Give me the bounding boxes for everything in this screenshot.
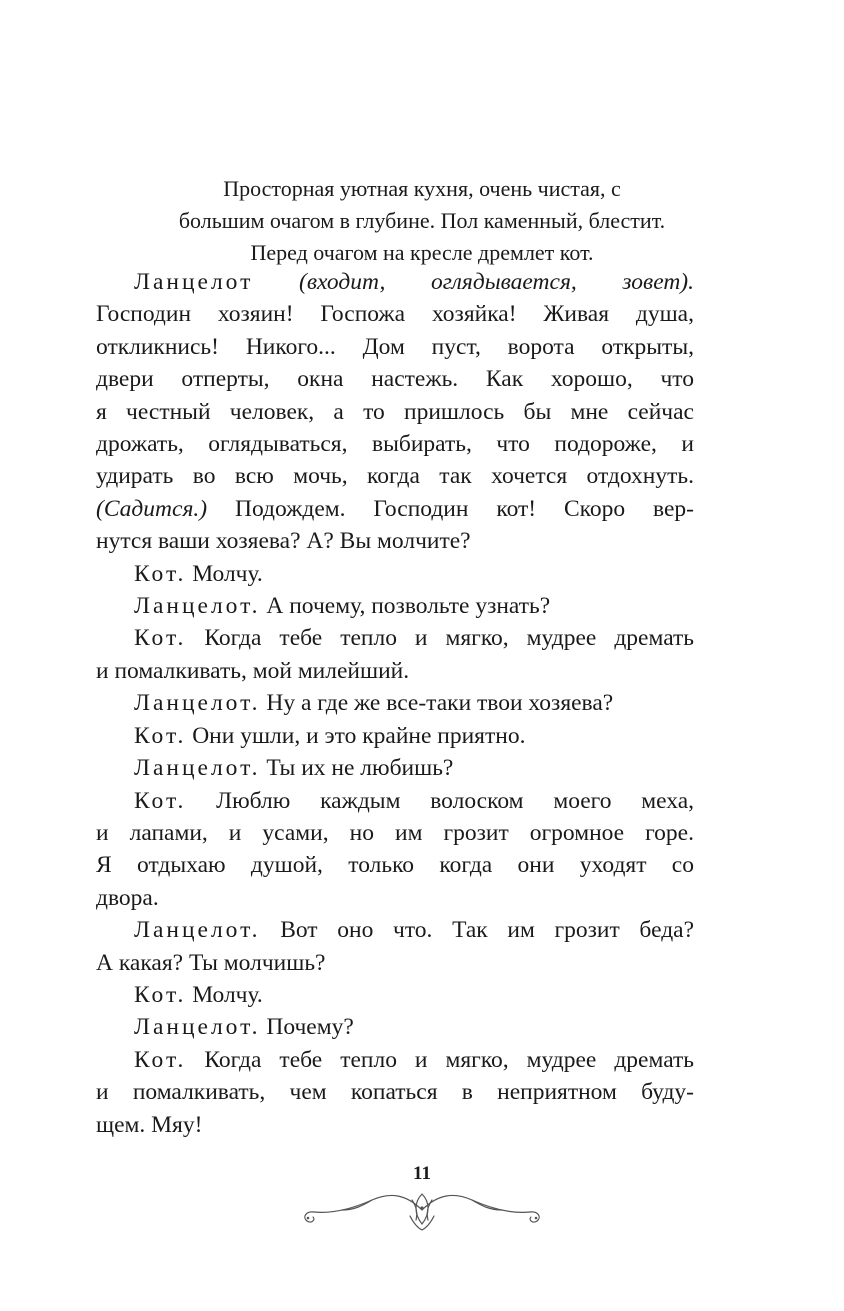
dialogue-line: удирать во всю мочь, когда так хочется отдохнуть. xyxy=(96,463,694,490)
speaker-name: Кот. xyxy=(134,722,187,749)
dialogue-line: и лапами, и усами, но им грозит огромное горе. xyxy=(96,819,694,846)
speaker-name: Кот. xyxy=(134,625,187,652)
dialogue-line: и помалкивать, чем копаться в неприятном буду- xyxy=(96,1079,694,1106)
dialogue-text: Вот оно что. Так им грозит беда? xyxy=(280,917,695,944)
dialogue-line: и помалкивать, мой милейший. xyxy=(96,657,410,684)
dialogue-line: двери отперты, окна настежь. Как хорошо, что xyxy=(96,366,694,393)
dialogue-text: Подождем. Господин кот! Скоро вер- xyxy=(234,495,695,522)
dialogue-text: Когда тебе тепло и мягко, мудрее дремать xyxy=(204,625,695,652)
speaker-name: Кот. xyxy=(134,787,187,814)
dialogue-line xyxy=(96,914,694,946)
dialogue-line xyxy=(96,1044,694,1076)
dialogue-line xyxy=(96,720,694,752)
dialogue-line xyxy=(96,622,694,654)
dialogue-text: А почему, позвольте узнать? xyxy=(266,593,551,620)
page-number: 11 xyxy=(413,1163,431,1184)
dialogue-line: нутся ваши хозяева? А? Вы молчите? xyxy=(96,528,471,555)
dialogue-line: я честный человек, а то пришлось бы мне сейчас xyxy=(96,398,694,425)
speaker-name: Ланцелот. xyxy=(134,690,261,717)
stage-direction-line: большим очагом в глубине. Пол каменный, блестит. xyxy=(178,208,666,233)
dialogue-line: щем. Мяу! xyxy=(96,1111,203,1138)
dialogue-line: дрожать, оглядываться, выбирать, что подороже, и xyxy=(96,431,694,458)
dialogue-line xyxy=(96,785,694,817)
speaker-name: Кот. xyxy=(134,1046,187,1073)
speaker-name: Ланцелот. xyxy=(134,593,261,620)
speaker-name: Кот. xyxy=(134,981,187,1008)
opening-stage-direction xyxy=(120,173,724,269)
speaker-name: Кот. xyxy=(134,560,187,587)
dialogue-text: Молчу. xyxy=(192,560,263,587)
stage-note: (Садится.) xyxy=(96,495,208,522)
speaker-name: Ланцелот. xyxy=(134,917,261,944)
dialogue-line xyxy=(96,1011,694,1043)
dialogue-text: Ты их не любишь? xyxy=(266,755,454,782)
flourish-ornament-icon xyxy=(298,1186,546,1234)
dialogue-line: Я отдыхаю душой, только когда они уходят со xyxy=(96,852,694,879)
dialogue-line xyxy=(96,590,694,622)
dialogue-line: двора. xyxy=(96,884,159,911)
dialogue-line xyxy=(96,493,694,525)
speaker-name: Ланцелот xyxy=(134,269,254,295)
dialogue-text: Когда тебе тепло и мягко, мудрее дремать xyxy=(204,1046,695,1073)
dialogue-text: Молчу. xyxy=(192,981,263,1008)
dialogue-line xyxy=(96,979,694,1011)
dialogue-line: Господин хозяин! Госпожа хозяйка! Живая душа, xyxy=(96,301,694,328)
dialogue-text: Они ушли, и это крайне приятно. xyxy=(192,722,526,749)
dialogue-text: Ну а где же все-таки твои хозяева? xyxy=(266,690,614,717)
dialogue-line xyxy=(96,752,694,784)
stage-note: (входит, оглядывается, зовет). xyxy=(299,269,694,295)
dialogue-text: Почему? xyxy=(266,1014,354,1041)
dialogue-line: откликнись! Никого... Дом пуст, ворота открыты, xyxy=(96,333,694,360)
dialogue-line: А какая? Ты молчишь? xyxy=(96,949,326,976)
dialogue-text: Люблю каждым волоском моего меха, xyxy=(216,787,695,814)
dialogue-body xyxy=(96,266,694,1141)
dialogue-line xyxy=(96,558,694,590)
speaker-name: Ланцелот. xyxy=(134,755,261,782)
stage-direction-line: Перед очагом на кресле дремлет кот. xyxy=(250,240,594,265)
dialogue-line xyxy=(96,266,694,298)
dialogue-line xyxy=(96,687,694,719)
speaker-name: Ланцелот. xyxy=(134,1014,261,1041)
stage-direction-line: Просторная уютная кухня, очень чистая, с xyxy=(223,176,621,201)
